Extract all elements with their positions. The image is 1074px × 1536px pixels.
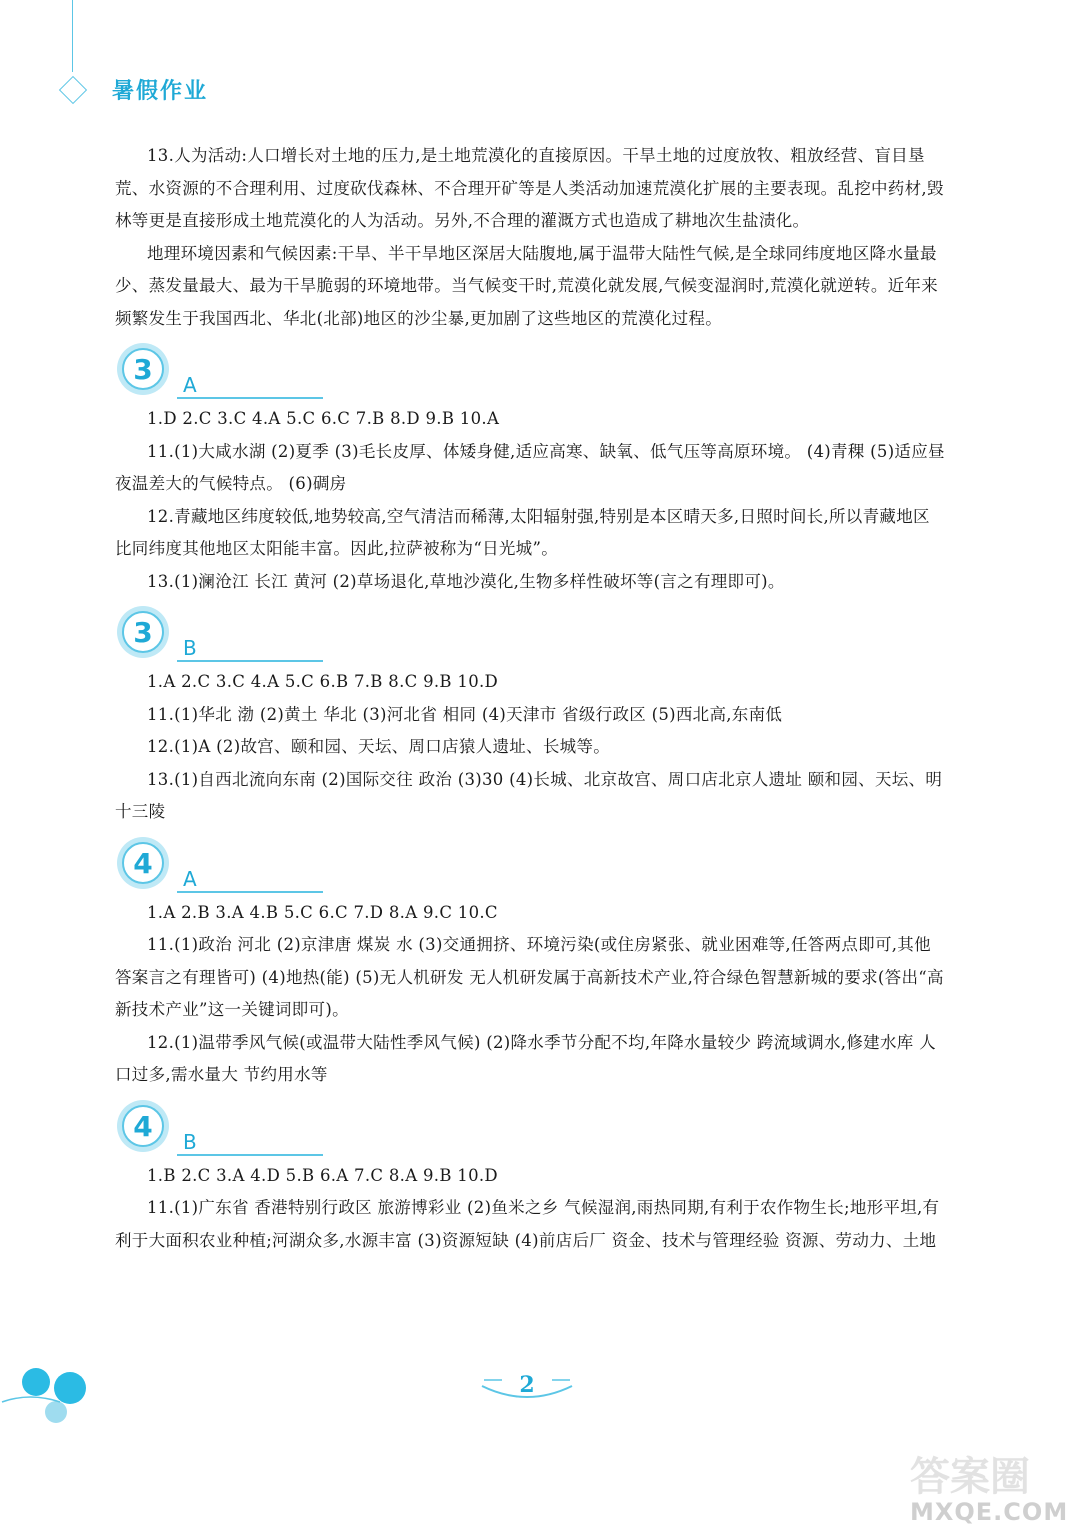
section-number-badge-icon — [115, 341, 171, 397]
section-number-badge-icon — [115, 835, 171, 891]
section-header-4a — [115, 835, 945, 897]
answer-line: 11.(1)政治 河北 (2)京津唐 煤炭 水 (3)交通拥挤、环境污染(或住房紧张、就业困难等,任答两点即可,其他答案言之有理皆可) (4)地热(能) (5)无人机研发 无人机研发属于高新技术产业,符合绿色智慧新城的要求(答出“高新技术产业”这一关键词即可)。 — [115, 935, 944, 1019]
answer-line: 12.(1)温带季风气候(或温带大陆性季风气候) (2)降水季节分配不均,年降水量较少 跨流域调水,修建水库 人口过多,需水量大 节约用水等 — [115, 1032, 936, 1084]
section-divider — [177, 891, 323, 893]
answer-line: 1.A 2.C 3.C 4.A 5.C 6.B 7.B 8.C 9.B 10.D — [147, 672, 499, 691]
answer-line: 11.(1)广东省 香港特别行政区 旅游博彩业 (2)鱼米之乡 气候湿润,雨热同期,有利于农作物生长;地形平坦,有利于大面积农业种植;河湖众多,水源丰富 (3)资源短缺 (4)前店后厂 资金、技术与管理经验 资源、劳动力、土地 — [115, 1198, 940, 1250]
diamond-icon — [59, 76, 87, 104]
section-label: A — [183, 866, 197, 891]
section-divider — [177, 1154, 323, 1156]
svg-text:答案圈: 答案圈 — [910, 1454, 1030, 1500]
decorative-dots-icon — [0, 1362, 110, 1432]
section-number-badge-icon — [115, 1098, 171, 1154]
answer-line: 13.(1)澜沧江 长江 黄河 (2)草场退化,草地沙漠化,生物多样性破坏等(言之有理即可)。 — [147, 571, 785, 591]
svg-text:4: 4 — [133, 1109, 153, 1143]
section-divider — [177, 397, 323, 399]
section-label: A — [183, 373, 197, 397]
svg-text:4: 4 — [133, 846, 153, 880]
answer-line: 12.青藏地区纬度较低,地势较高,空气清洁而稀薄,太阳辐射强,特别是本区晴天多,日照时间长,所以青藏地区比同纬度其他地区太阳能丰富。因此,拉萨被称为“日光城”。 — [115, 506, 930, 558]
page-number — [472, 1362, 582, 1410]
svg-text:3: 3 — [133, 616, 153, 649]
watermark-text: MXQE.COM — [910, 1498, 1069, 1526]
header-line — [72, 0, 73, 72]
answer-line: 1.D 2.C 3.C 4.A 5.C 6.C 7.B 8.D 9.B 10.A — [147, 409, 500, 428]
section-number-badge-icon — [115, 604, 171, 660]
section-header-3a — [115, 341, 945, 403]
section-header-4b — [115, 1098, 945, 1160]
answer-line: 11.(1)大咸水湖 (2)夏季 (3)毛长皮厚、体矮身健,适应高寒、缺氧、低气压等高原环境。 (4)青稞 (5)适应昼夜温差大的气候特点。 (6)碉房 — [115, 441, 945, 493]
page-header-title: 暑假作业 — [112, 79, 209, 104]
answer-line: 11.(1)华北 渤 (2)黄土 华北 (3)河北省 相同 (4)天津市 省级行政区 (5)西北高,东南低 — [147, 704, 783, 724]
section-label: B — [183, 636, 197, 660]
section-divider — [177, 660, 323, 662]
answer-line: 12.(1)A (2)故宫、颐和园、天坛、周口店猿人遗址、长城等。 — [147, 737, 611, 756]
section-label: B — [183, 1129, 197, 1154]
paragraph-2: 地理环境因素和气候因素:干旱、半干旱地区深居大陆腹地,属于温带大陆性气候,是全球同纬度地区降水量最少、蒸发量最大、最为干旱脆弱的环境地带。当气候变干时,荒漠化就发展,气候变湿润时,荒漠化就逆转。近年来频繁发生于我国西北、华北(北部)地区的沙尘暴,更加剧了这些地区的荒漠化过程。 — [115, 243, 939, 328]
answer-line: 13.(1)自西北流向东南 (2)国际交往 政治 (3)30 (4)长城、北京故宫、周口店北京人遗址 颐和园、天坛、明十三陵 — [115, 769, 943, 821]
answer-line: 1.A 2.B 3.A 4.B 5.C 6.C 7.D 8.A 9.C 10.C — [147, 902, 498, 922]
page-number-text: 2 — [519, 1372, 535, 1398]
section-header-3b — [115, 604, 945, 666]
answer-line: 1.B 2.C 3.A 4.D 5.B 6.A 7.C 8.A 9.B 10.D — [147, 1165, 498, 1185]
svg-text:3: 3 — [133, 353, 153, 386]
answer-content — [115, 140, 945, 1257]
paragraph-1: 13.人为活动:人口增长对土地的压力,是土地荒漠化的直接原因。干旱土地的过度放牧、粗放经营、盲目垦荒、水资源的不合理利用、过度砍伐森林、不合理开矿等是人类活动加速荒漠化扩展的主要表现。乱挖中药材,毁林等更是直接形成土地荒漠化的人为活动。另外,不合理的灌溉方式也造成了耕地次生盐渍化。 — [115, 146, 944, 230]
